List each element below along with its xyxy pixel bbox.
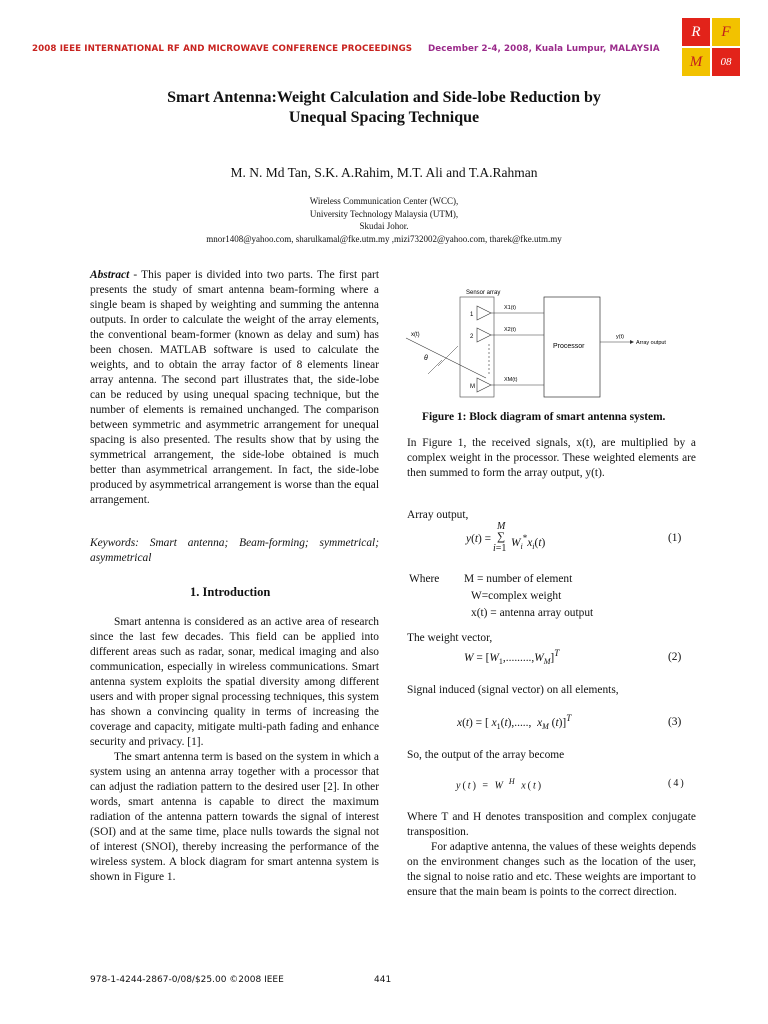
introduction-body — [90, 615, 379, 885]
copyright-footer: 978-1-4244-2867-0/08/$25.00 ©2008 IEEE — [90, 975, 284, 985]
definition-m: M = number of element — [464, 573, 573, 585]
variable-definitions — [407, 570, 595, 623]
sensor-array-label: Sensor array — [466, 290, 501, 296]
logo-year: 08 — [712, 48, 740, 76]
paper-title — [80, 88, 688, 128]
equation-3: x(t) = [ $x_1(t)$,....., $x_M$ (t)]$^T$ — [457, 713, 572, 732]
conference-name: 2008 IEEE INTERNATIONAL RF AND MICROWAVE CONFERENCE PROCEEDINGS — [32, 44, 413, 54]
processor-label: Processor — [553, 343, 585, 350]
where-label: Where — [409, 573, 440, 585]
authors: M. N. Md Tan, S.K. A.Rahim, M.T. Ali and T.A.Rahman — [230, 165, 538, 180]
angle-label: θ — [424, 355, 428, 362]
definition-w: W=complex weight — [471, 590, 562, 602]
element-m-label: M — [470, 384, 475, 390]
abstract — [90, 268, 379, 508]
affiliation-line: Skudai Johor. — [359, 221, 409, 231]
affiliation-line: University Technology Malaysia (UTM), — [309, 208, 459, 219]
intro-paragraph: Smart antenna is considered as an active area of research since the last few decades. This field can be applied into different areas such as radar, sonar, medical imaging and also communication, especially in wireless communications. Smart antenna system exploits the spatial diversity among different users and with proper signal processing techniques, this system has shown a convincing quality in terms of increasing the coverage and capacity, mitigate multi-path fading and enhance security and privacy. [1]. — [90, 616, 379, 748]
equation-1: y(t) = M ∑ i=1 $W_i^*x_i(t)$ — [466, 521, 546, 554]
antenna-element-2 — [477, 328, 491, 342]
element-1-label: 1 — [470, 312, 474, 318]
output-signal-label: y(t) — [616, 334, 624, 340]
array-output-intro: Array output, — [407, 509, 469, 521]
page-number: 441 — [374, 975, 392, 985]
affiliation — [120, 195, 648, 245]
antenna-element-m — [477, 378, 491, 392]
output-arrow-icon — [630, 340, 634, 344]
xm-label: XM(t) — [504, 377, 518, 383]
transposition-note: Where T and H denotes transposition and complex conjugate transposition. — [407, 811, 696, 838]
figure-description: In Figure 1, the received signals, x(t), are multiplied by a complex weight in the processor. These weighted elements are then summed to form the array output, y(t). — [407, 437, 696, 479]
keywords: Keywords: Smart antenna; Beam-forming; symmetrical; asymmetrical — [90, 537, 379, 564]
equation-4-number: (4) — [668, 778, 686, 789]
intro-paragraph: The smart antenna term is based on the system in which a system using an antenna array together with a processor that can adjust the radiation pattern to the desired user [2]. In other words, smart antenna is capable to direct the maximum radiation of the antenna pattern towards the signal of interest (SOI) and at the same time, place nulls towards the signal not of interest (SNOI), thereby increasing the performance of the wireless system. A block diagram for smart antenna system is shown in Figure 1. — [90, 751, 379, 883]
array-output-become: So, the output of the array become — [407, 749, 565, 761]
element-2-label: 2 — [470, 334, 474, 340]
equation-3-number: (3) — [668, 716, 682, 728]
signal-vector-intro: Signal induced (signal vector) on all elements, — [407, 684, 619, 696]
x1-label: X1(t) — [504, 305, 516, 311]
antenna-element-1 — [477, 306, 491, 320]
author-emails: mnor1408@yahoo.com, sharulkamal@fke.utm.my ,mizi732002@yahoo.com, tharek@fke.utm.my — [206, 233, 562, 244]
conference-date: December 2-4, 2008, Kuala Lumpur, MALAYSIA — [428, 44, 660, 54]
closing-text — [407, 810, 696, 900]
rfm-logo — [682, 18, 740, 76]
definition-x: x(t) = antenna array output — [471, 607, 594, 619]
abstract-text: - This paper is divided into two parts. The first part presents the study of smart antenna beam-forming where a single beam is shaped by weighting and summing the antenna outputs. In order to calculate the weight of the array elements, the conventional beam-former (known as delay and sum) has been chosen. MATLAB software is used to calculate the weights, and to obtain the array factor of 8 elements linear array antenna. The second part illustrates that, the side-lobe can be reduced by using unequal spacing technique, but the number of elements is remained unchanged. The comparison between symmetric and asymmetric arrangement for unequal spacing is also presented. The results show that by using the symmetrical arrangement, the side-lobe obtained is much better than asymmetrical arrangement. In fact, the side-lobe produced by asymmetrical arrangement is worse than the equal arrangement. — [90, 269, 379, 506]
equation-4: y(t) = W $^H$ x(t) — [456, 777, 544, 792]
input-signal-label: x(t) — [411, 332, 420, 338]
x2-label: X2(t) — [504, 327, 516, 333]
wavefront — [438, 346, 458, 366]
logo-letter-f: F — [712, 18, 740, 46]
logo-letter-r: R — [682, 18, 710, 46]
logo-letter-m: M — [682, 48, 710, 76]
weight-vector-intro: The weight vector, — [407, 632, 493, 644]
equation-2-number: (2) — [668, 651, 682, 663]
equation-1-number: (1) — [668, 532, 682, 544]
title-line-2: Unequal Spacing Technique — [288, 109, 480, 126]
wavefront — [428, 360, 442, 374]
figure-caption: Figure 1: Block diagram of smart antenna system. — [422, 411, 666, 423]
smart-antenna-block-diagram — [398, 282, 708, 402]
equation-2: $W = [W_1,.........,W_M]^T$ — [464, 648, 560, 667]
title-line-1: Smart Antenna:Weight Calculation and Side-lobe Reduction by — [167, 89, 601, 106]
affiliation-line: Wireless Communication Center (WCC), — [309, 196, 459, 206]
conference-header — [32, 44, 660, 54]
abstract-label: Abstract — [90, 269, 130, 281]
adaptive-antenna-paragraph: For adaptive antenna, the values of these weights depends on the environment changes such as the location of the user, the signal to noise ratio and etc. These weights are important to ensure that the main beam is points to the correct direction. — [407, 841, 696, 898]
array-output-label: Array output — [636, 340, 666, 346]
section-heading-introduction: 1. Introduction — [190, 585, 271, 599]
